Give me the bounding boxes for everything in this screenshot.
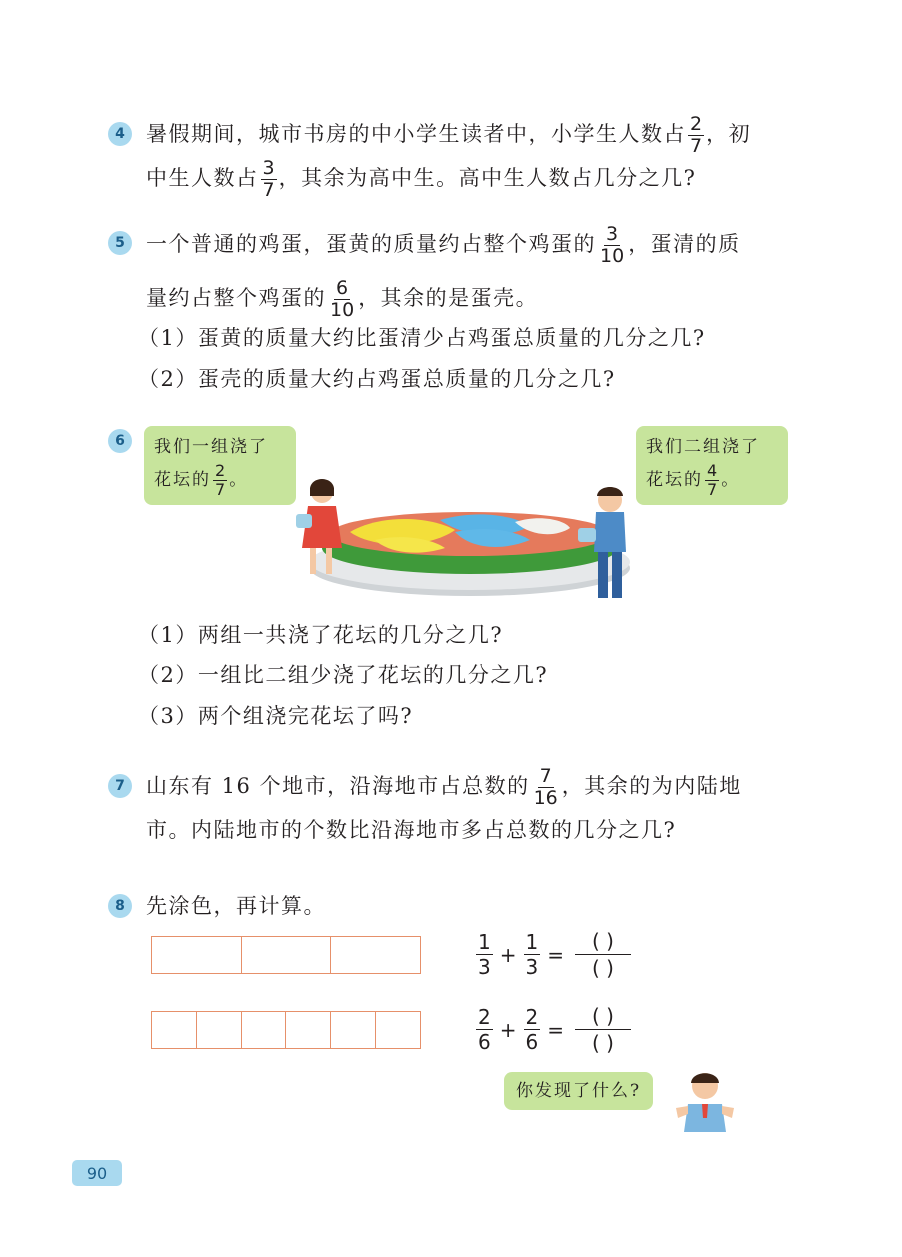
grid-cell[interactable] bbox=[376, 1012, 420, 1048]
numerator: 3 bbox=[262, 157, 275, 179]
numerator: 6 bbox=[336, 277, 349, 299]
bubble-text bbox=[154, 462, 286, 499]
question-5-line-2 bbox=[146, 278, 538, 321]
text: 中生人数占 bbox=[146, 166, 259, 190]
denominator: 3 bbox=[478, 955, 491, 979]
denominator: 3 bbox=[525, 955, 539, 979]
grid-cell[interactable] bbox=[242, 1012, 287, 1048]
text: 量约占整个鸡蛋的 bbox=[146, 286, 326, 310]
text: 一个普通的鸡蛋，蛋黄的质量约占整个鸡蛋的 bbox=[146, 232, 596, 256]
denominator: 6 bbox=[478, 1030, 491, 1054]
grid-cell[interactable] bbox=[331, 937, 420, 973]
numerator: 4 bbox=[707, 461, 718, 480]
text: 。 bbox=[721, 470, 741, 490]
fraction bbox=[524, 1005, 541, 1054]
question-4-line-2 bbox=[146, 158, 696, 201]
question-number-badge: 8 bbox=[108, 894, 132, 918]
answer-numerator-blank[interactable]: ( ) bbox=[575, 1003, 631, 1030]
text: 花坛的 bbox=[646, 470, 703, 490]
grid-cell[interactable] bbox=[152, 937, 242, 973]
boy-thinking-figure bbox=[672, 1068, 738, 1132]
plus-sign: + bbox=[499, 1017, 517, 1042]
question-7-line-2: 市。内陆地市的个数比沿海地市多占总数的几分之几? bbox=[146, 818, 677, 842]
question-8-text: 先涂色，再计算。 bbox=[146, 894, 326, 918]
plus-sign: + bbox=[499, 942, 517, 967]
text: 。 bbox=[229, 470, 249, 490]
grid-cell[interactable] bbox=[197, 1012, 242, 1048]
numerator: 2 bbox=[215, 461, 226, 480]
speech-bubble-hint: 你发现了什么? bbox=[504, 1072, 653, 1110]
question-5-sub-2: （2）蛋壳的质量大约占鸡蛋总质量的几分之几? bbox=[138, 367, 616, 391]
numerator: 2 bbox=[690, 113, 703, 135]
denominator: 16 bbox=[533, 787, 558, 809]
question-5-sub-1: （1）蛋黄的质量大约比蛋清少占鸡蛋总质量的几分之几? bbox=[138, 326, 706, 350]
numerator: 2 bbox=[525, 1005, 539, 1029]
speech-bubble-right bbox=[636, 426, 788, 505]
fraction bbox=[688, 114, 704, 157]
coloring-grid-thirds[interactable] bbox=[151, 936, 421, 974]
question-7-line-1 bbox=[146, 766, 742, 809]
bubble-text: 我们一组浇了 bbox=[154, 437, 268, 457]
fraction bbox=[524, 930, 541, 979]
denominator: 7 bbox=[262, 179, 275, 201]
grid-cell[interactable] bbox=[331, 1012, 376, 1048]
text: ，初 bbox=[706, 122, 752, 146]
denominator: 10 bbox=[330, 299, 355, 321]
denominator: 10 bbox=[600, 245, 625, 267]
numerator: 7 bbox=[539, 765, 552, 787]
fraction bbox=[476, 1005, 493, 1054]
question-6-sub-1: （1）两组一共浇了花坛的几分之几? bbox=[138, 623, 504, 647]
text: 暑假期间，城市书房的中小学生读者中，小学生人数占 bbox=[146, 122, 686, 146]
fraction bbox=[598, 224, 626, 267]
question-4-line-1 bbox=[146, 114, 751, 157]
bubble-text bbox=[646, 462, 778, 499]
numerator: 2 bbox=[478, 1005, 491, 1029]
text: ，其余的为内陆地 bbox=[561, 774, 742, 798]
fraction bbox=[705, 462, 719, 499]
equals-sign: = bbox=[547, 1017, 564, 1042]
numerator: 1 bbox=[525, 930, 539, 954]
numerator: 1 bbox=[478, 930, 491, 954]
equation-1 bbox=[474, 928, 631, 981]
bubble-text: 我们二组浇了 bbox=[646, 437, 760, 457]
question-6-sub-2: （2）一组比二组少浇了花坛的几分之几? bbox=[138, 663, 549, 687]
flower-bed-illustration bbox=[280, 470, 650, 610]
denominator: 7 bbox=[707, 480, 718, 499]
answer-blank-fraction[interactable] bbox=[575, 928, 631, 981]
page-number: 90 bbox=[72, 1160, 122, 1186]
speech-bubble-left bbox=[144, 426, 296, 505]
grid-cell[interactable] bbox=[286, 1012, 331, 1048]
text: ，其余的是蛋壳。 bbox=[358, 286, 539, 310]
equation-2 bbox=[474, 1003, 631, 1056]
denominator: 7 bbox=[690, 135, 703, 157]
text: 山东有 16 个地市，沿海地市占总数的 bbox=[146, 774, 530, 798]
denominator: 6 bbox=[525, 1030, 539, 1054]
denominator: 7 bbox=[215, 480, 226, 499]
question-number-badge: 6 bbox=[108, 429, 132, 453]
fraction bbox=[261, 158, 277, 201]
equals-sign: = bbox=[547, 942, 564, 967]
answer-blank-fraction[interactable] bbox=[575, 1003, 631, 1056]
answer-numerator-blank[interactable]: ( ) bbox=[575, 928, 631, 955]
text: ，蛋清的质 bbox=[628, 232, 741, 256]
coloring-grid-sixths[interactable] bbox=[151, 1011, 421, 1049]
question-number-badge: 7 bbox=[108, 774, 132, 798]
fraction bbox=[476, 930, 493, 979]
question-5-line-1 bbox=[146, 224, 741, 267]
text: ，其余为高中生。高中生人数占几分之几? bbox=[278, 166, 697, 190]
question-number-badge: 4 bbox=[108, 122, 132, 146]
text: 花坛的 bbox=[154, 470, 211, 490]
question-number-badge: 5 bbox=[108, 231, 132, 255]
answer-denominator-blank[interactable]: ( ) bbox=[592, 1031, 614, 1055]
fraction bbox=[213, 462, 227, 499]
question-6-sub-3: （3）两个组浇完花坛了吗? bbox=[138, 704, 414, 728]
grid-cell[interactable] bbox=[152, 1012, 197, 1048]
grid-cell[interactable] bbox=[242, 937, 332, 973]
fraction bbox=[328, 278, 356, 321]
fraction bbox=[532, 766, 560, 809]
numerator: 3 bbox=[606, 223, 619, 245]
answer-denominator-blank[interactable]: ( ) bbox=[592, 956, 614, 980]
